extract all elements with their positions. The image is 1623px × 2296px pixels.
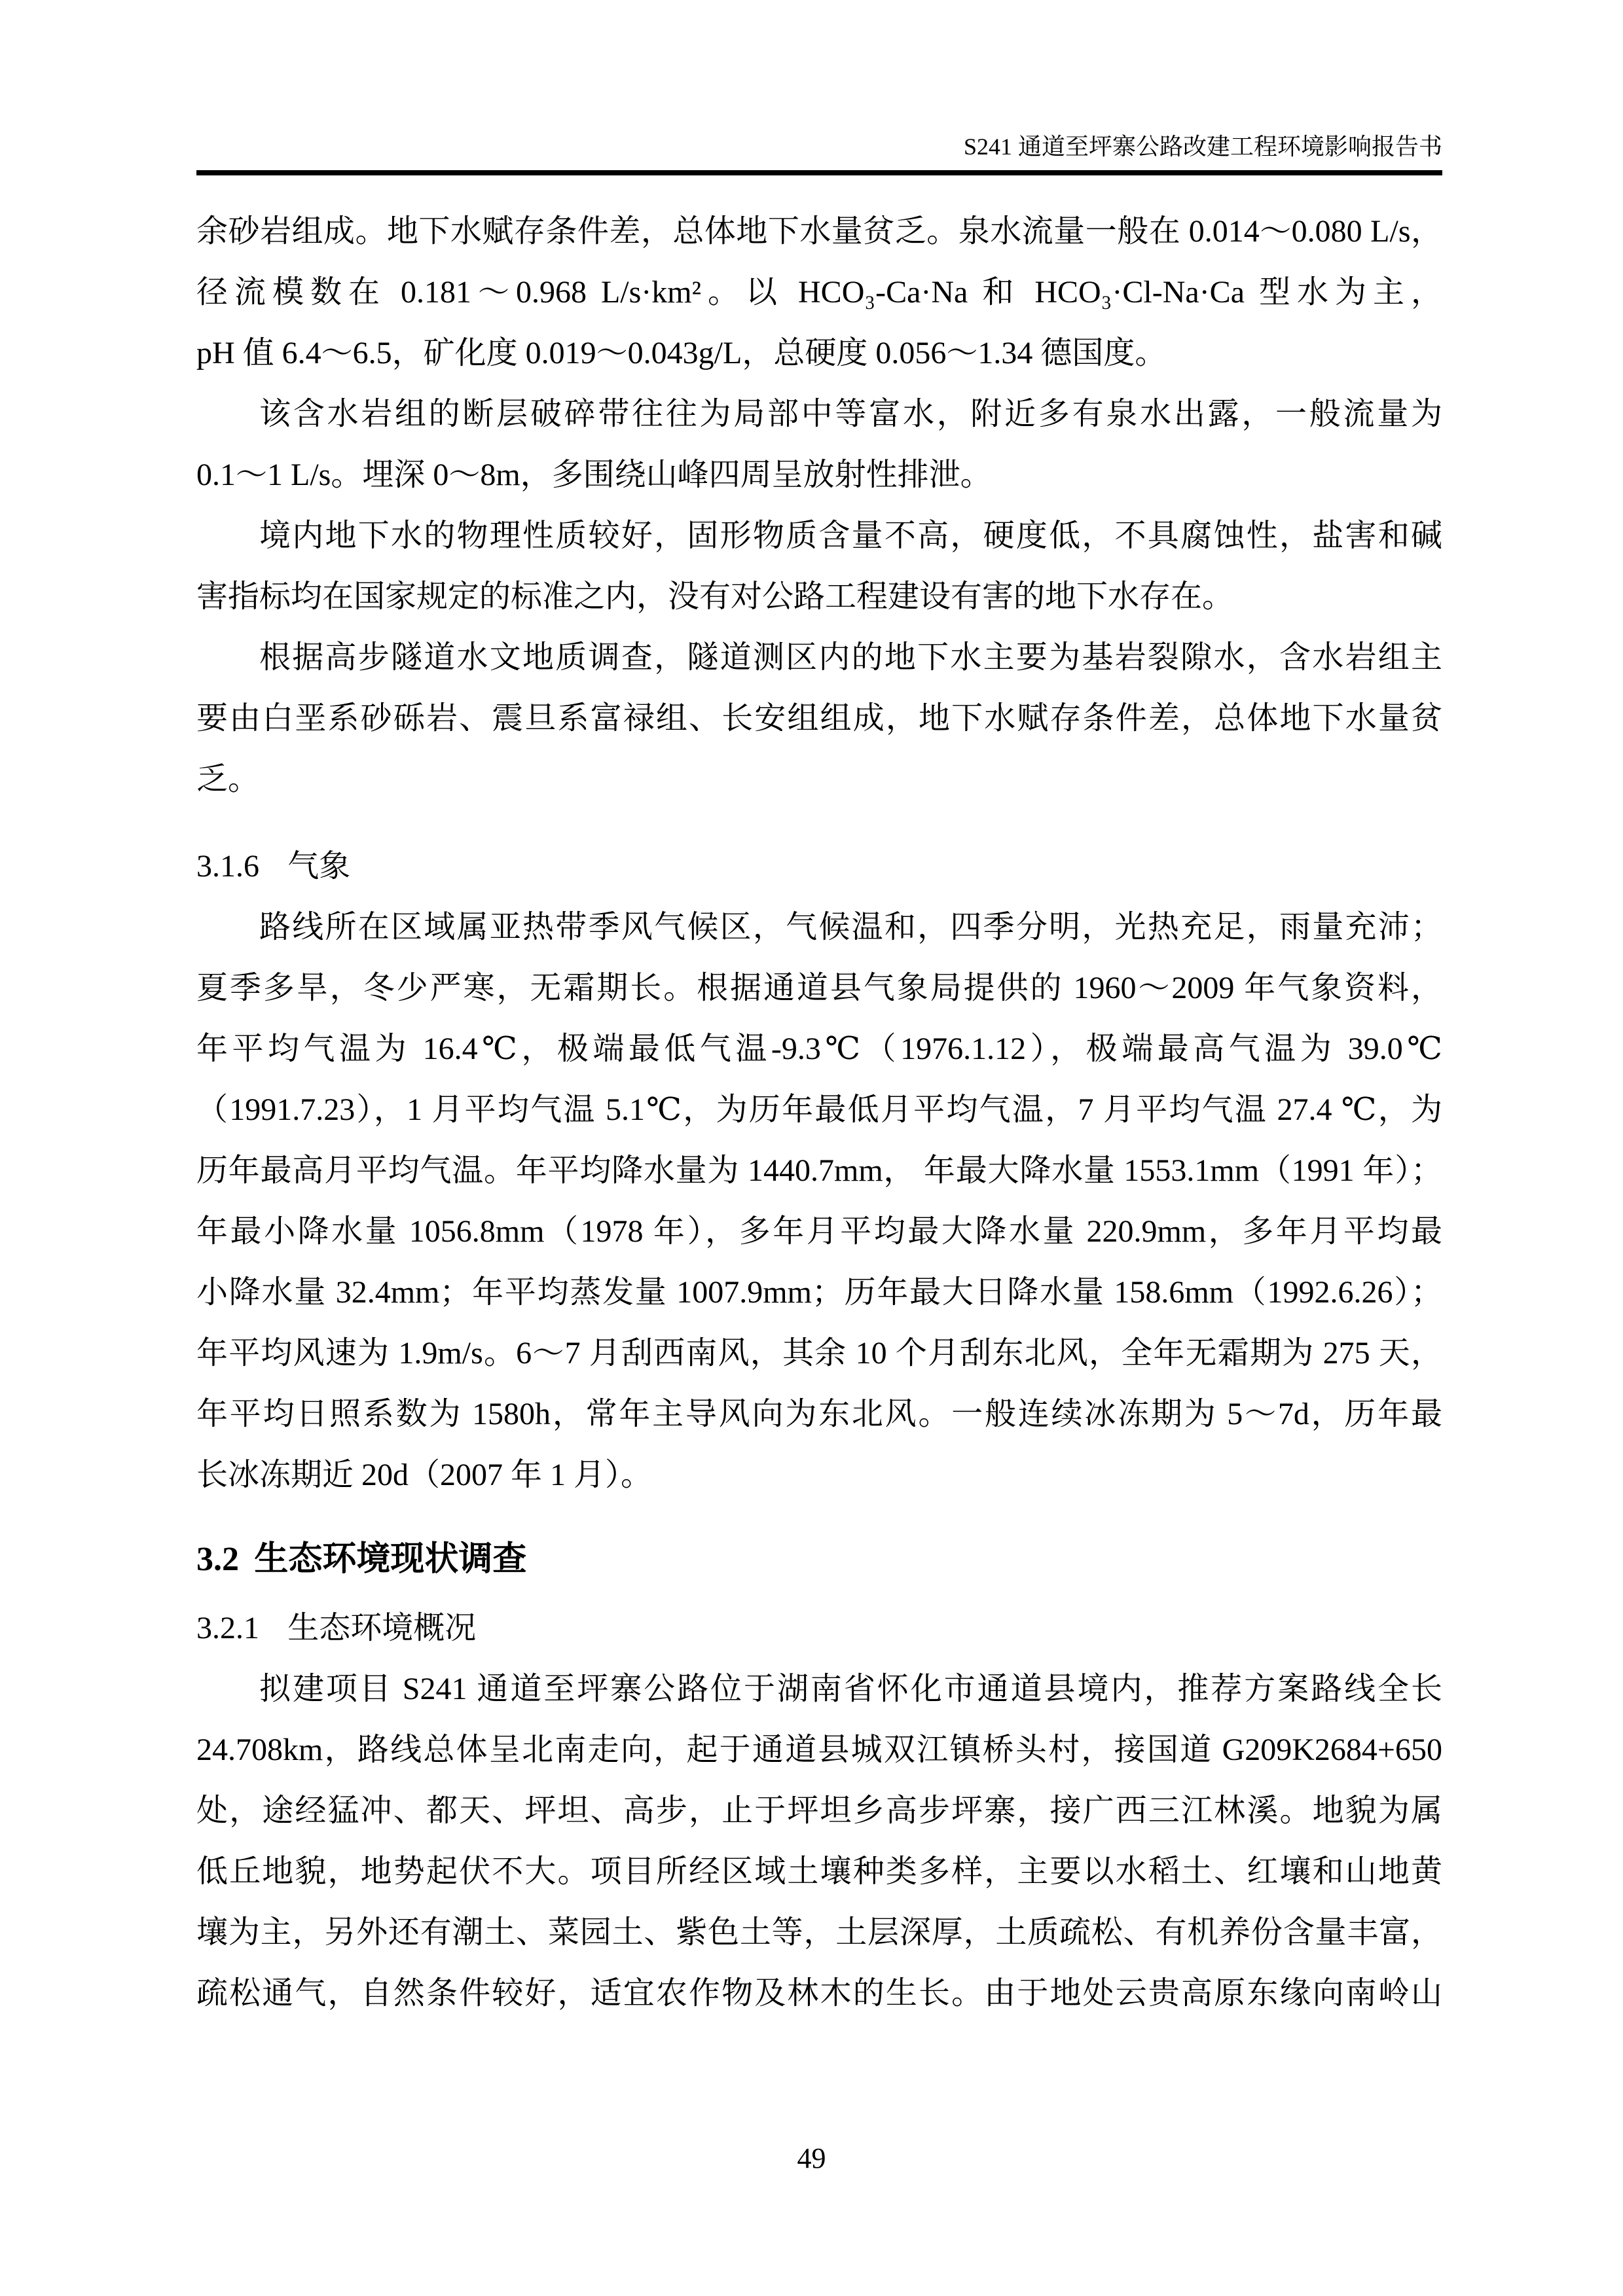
paragraph-line: 0.1～1 L/s。埋深 0～8m，多围绕山峰四周呈放射性排泄。 <box>196 457 992 492</box>
section-heading-ecology-overview <box>196 1598 1442 1659</box>
paragraph-line: 年平均气温为 16.4℃，极端最低气温-9.3℃（1976.1.12），极端最高气温为 39.0℃ <box>196 1031 1442 1066</box>
section-heading-ecology <box>196 1529 1442 1590</box>
paragraph-line: 该含水岩组的断层破碎带往往为局部中等富水，附近多有泉水出露，一般流量为 <box>259 397 1442 431</box>
section-title: 气象 <box>287 849 351 884</box>
paragraph-line: 年最小降水量 1056.8mm（1978 年），多年月平均最大降水量 220.9mm，多年月平均最 <box>196 1214 1442 1249</box>
paragraph-line: 路线所在区域属亚热带季风气候区，气候温和，四季分明，光热充足，雨量充沛； <box>259 910 1442 944</box>
paragraph-line: 壤为主，另外还有潮土、菜园土、紫色土等，土层深厚，土质疏松、有机养份含量丰富， <box>196 1915 1442 1950</box>
page-number: 49 <box>797 2142 826 2174</box>
paragraph-line: 疏松通气，自然条件较好，适宜农作物及林木的生长。由于地处云贵高原东缘向南岭山 <box>196 1976 1442 2011</box>
paragraph-line: 乏。 <box>196 762 260 797</box>
paragraph-line: 拟建项目 S241 通道至坪寨公路位于湖南省怀化市通道县境内，推荐方案路线全长 <box>259 1672 1442 1706</box>
paragraph-line: 害指标均在国家规定的标准之内，没有对公路工程建设有害的地下水存在。 <box>196 579 1234 614</box>
paragraph-line: pH 值 6.4～6.5，矿化度 0.019～0.043g/L，总硬度 0.056～1.34 德国度。 <box>196 336 1167 370</box>
paragraph-line: 年平均日照系数为 1580h，常年主导风向为东北风。一般连续冰冻期为 5～7d，历年最 <box>196 1397 1442 1431</box>
section-number: 3.2.1 <box>196 1611 259 1645</box>
paragraph-line: 余砂岩组成。地下水赋存条件差，总体地下水量贫乏。泉水流量一般在 0.014～0.080 L/s， <box>196 214 1442 249</box>
paragraph-line: 径流模数在 0.181～0.968 L/s·km²。以 HCO₃-Ca·Na 和 HCO₃·Cl-Na·Ca 型水为主， <box>196 275 1442 310</box>
paragraph-line: 年平均风速为 1.9m/s。6～7 月刮西南风，其余 10 个月刮东北风，全年无霜期为 275 天， <box>196 1336 1442 1371</box>
running-header-title: S241 通道至坪寨公路改建工程环境影响报告书 <box>963 134 1442 160</box>
section-number: 3.2 <box>196 1541 239 1578</box>
paragraph-line: 境内地下水的物理性质较好，固形物质含量不高，硬度低，不具腐蚀性，盐害和碱 <box>259 518 1442 553</box>
paragraph-line: 夏季多旱，冬少严寒，无霜期长。根据通道县气象局提供的 1960～2009 年气象资料， <box>196 971 1442 1005</box>
paragraph-line: 小降水量 32.4mm；年平均蒸发量 1007.9mm；历年最大日降水量 158.6mm（1992.6.26）； <box>196 1275 1442 1310</box>
page-content <box>196 201 1442 2024</box>
section-number: 3.1.6 <box>196 849 259 884</box>
paragraph-line: 要由白垩系砂砾岩、震旦系富禄组、长安组组成，地下水赋存条件差，总体地下水量贫 <box>196 701 1442 736</box>
paragraph-line: 长冰冻期近 20d（2007 年 1 月）。 <box>196 1458 653 1492</box>
section-title: 生态环境现状调查 <box>254 1541 527 1578</box>
section-heading-meteorology <box>196 836 1442 897</box>
paragraph-line: 24.708km，路线总体呈北南走向，起于通道县城双江镇桥头村，接国道 G209K2684+650 <box>196 1732 1442 1767</box>
page-header <box>196 130 1442 175</box>
paragraph-line: （1991.7.23），1 月平均气温 5.1℃，为历年最低月平均气温，7 月平均气温 27.4 ℃，为 <box>196 1092 1442 1127</box>
paragraph-line: 历年最高月平均气温。年平均降水量为 1440.7mm， 年最大降水量 1553.1mm（1991 年）； <box>196 1153 1442 1188</box>
paragraph-line: 根据高步隧道水文地质调查，隧道测区内的地下水主要为基岩裂隙水，含水岩组主 <box>259 640 1442 675</box>
paragraph-line: 处，途经猛冲、都天、坪坦、高步，止于坪坦乡高步坪寨，接广西三江林溪。地貌为属 <box>196 1793 1442 1828</box>
section-title: 生态环境概况 <box>287 1611 477 1645</box>
paragraph-line: 低丘地貌，地势起伏不大。项目所经区域土壤种类多样，主要以水稻土、红壤和山地黄 <box>196 1854 1442 1889</box>
